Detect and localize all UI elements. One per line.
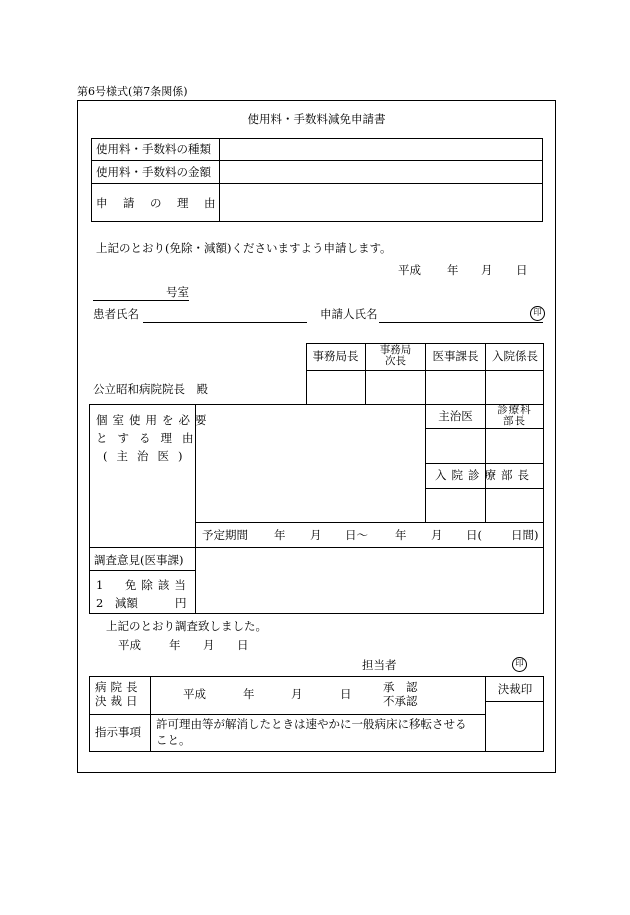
period-year: 年 [274, 528, 286, 542]
dept-head-seal-box[interactable] [486, 429, 543, 463]
period-month2: 月 [431, 528, 443, 542]
decision-disapprove[interactable]: 不承認 [383, 694, 418, 708]
instructions-text-1: 許可理由等が解消したときは速やかに一般病床に移転させる [156, 717, 467, 731]
patient-name-field[interactable] [143, 306, 307, 322]
survey-day: 日 [237, 638, 249, 652]
header-secretary-general: 事務局長 [312, 349, 359, 363]
period-day-from: 日〜 [345, 528, 368, 542]
period-days: 日間) [511, 528, 539, 542]
decision-label-2: 決裁日 [95, 694, 142, 708]
decision-month: 月 [291, 687, 303, 701]
room-reason-label-3: (主治医) [103, 449, 192, 463]
survey-option-reduce: 2 減額 [96, 596, 138, 610]
survey-label: 調査意見(医事課) [94, 553, 184, 567]
seal-box-deputy-secretary[interactable] [366, 371, 425, 404]
room-field[interactable] [93, 285, 163, 300]
survey-field[interactable] [196, 548, 542, 613]
period-year2: 年 [395, 528, 407, 542]
survey-month: 月 [203, 638, 215, 652]
instructions-label: 指示事項 [95, 725, 141, 739]
divider [195, 522, 543, 523]
applicant-name-underline [379, 322, 543, 323]
period-day-to: 日( [466, 528, 482, 542]
survey-seal-icon: 印 [512, 657, 527, 672]
decision-era: 平成 [183, 687, 206, 701]
header-admission-chief: 入院係長 [492, 349, 538, 363]
addressee: 公立昭和病院院長 殿 [93, 382, 208, 396]
divider [89, 613, 543, 614]
header-medical-affairs-chief: 医事課長 [432, 349, 479, 363]
seal-mark-icon: 印 [530, 306, 545, 321]
decision-label-1: 病院長 [95, 680, 142, 694]
header-deputy-secretary: 事務局次長 [379, 344, 412, 367]
period-label: 予定期間 [202, 528, 248, 542]
fee-amount-label: 使用料・手数料の金額 [96, 165, 211, 179]
date-month: 月 [481, 263, 493, 277]
survey-year: 年 [169, 638, 181, 652]
decision-year: 年 [243, 687, 255, 701]
divider [150, 676, 151, 752]
inpatient-head-label: 入院診療部長 [435, 468, 534, 482]
reason-label: 申 請 の 理 由 [96, 196, 218, 210]
instructions-text-2: こと。 [156, 733, 191, 747]
seal-box-admission-chief[interactable] [486, 371, 543, 404]
patient-name-label: 患者氏名 [93, 307, 139, 321]
dept-head-label: 診療科部長 [497, 404, 532, 427]
applicant-name-label: 申請人氏名 [320, 307, 378, 321]
applicant-name-field[interactable] [379, 306, 529, 322]
room-underline [93, 300, 189, 301]
survey-statement: 上記のとおり調査致しました。 [106, 619, 267, 633]
fee-type-field[interactable] [220, 139, 542, 160]
divider [425, 463, 543, 464]
section-left-line [89, 404, 90, 614]
request-statement: 上記のとおり(免除・減額)くださいますよう申請します。 [96, 241, 392, 255]
divider [89, 570, 195, 571]
inpatient-head-seal-box[interactable] [426, 489, 543, 522]
form-title: 使用料・手数料減免申請書 [247, 112, 386, 126]
attending-seal-box[interactable] [426, 429, 485, 463]
date-year: 年 [447, 263, 459, 277]
period-month: 月 [310, 528, 322, 542]
section-right-line [543, 404, 544, 614]
form-number: 第6号様式(第7条関係) [77, 85, 188, 98]
seal-box-medical-affairs-chief[interactable] [426, 371, 485, 404]
survey-yen: 円 [175, 596, 187, 610]
seal-box-secretary-general[interactable] [307, 371, 365, 404]
survey-option-exempt: 1 免除該当 [96, 578, 191, 592]
fee-amount-field[interactable] [220, 161, 542, 183]
patient-name-underline [143, 322, 307, 323]
divider [89, 714, 485, 715]
room-reason-label-2: とする理由 [96, 431, 204, 445]
decision-seal-label: 決裁印 [497, 682, 533, 696]
decision-day: 日 [340, 687, 352, 701]
survey-era: 平成 [118, 638, 141, 652]
room-reason-field[interactable] [196, 405, 424, 522]
attending-label: 主治医 [438, 409, 473, 423]
date-era: 平成 [398, 263, 421, 277]
date-day: 日 [516, 263, 528, 277]
room-reason-label-1: 個室使用を必要 [96, 413, 212, 427]
decision-seal-box[interactable] [486, 702, 543, 751]
decision-approve[interactable]: 承 認 [383, 680, 418, 694]
reason-field[interactable] [220, 184, 542, 221]
fee-type-label: 使用料・手数料の種類 [96, 142, 211, 156]
survey-person-label: 担当者 [362, 658, 397, 672]
room-label: 号室 [166, 285, 189, 299]
